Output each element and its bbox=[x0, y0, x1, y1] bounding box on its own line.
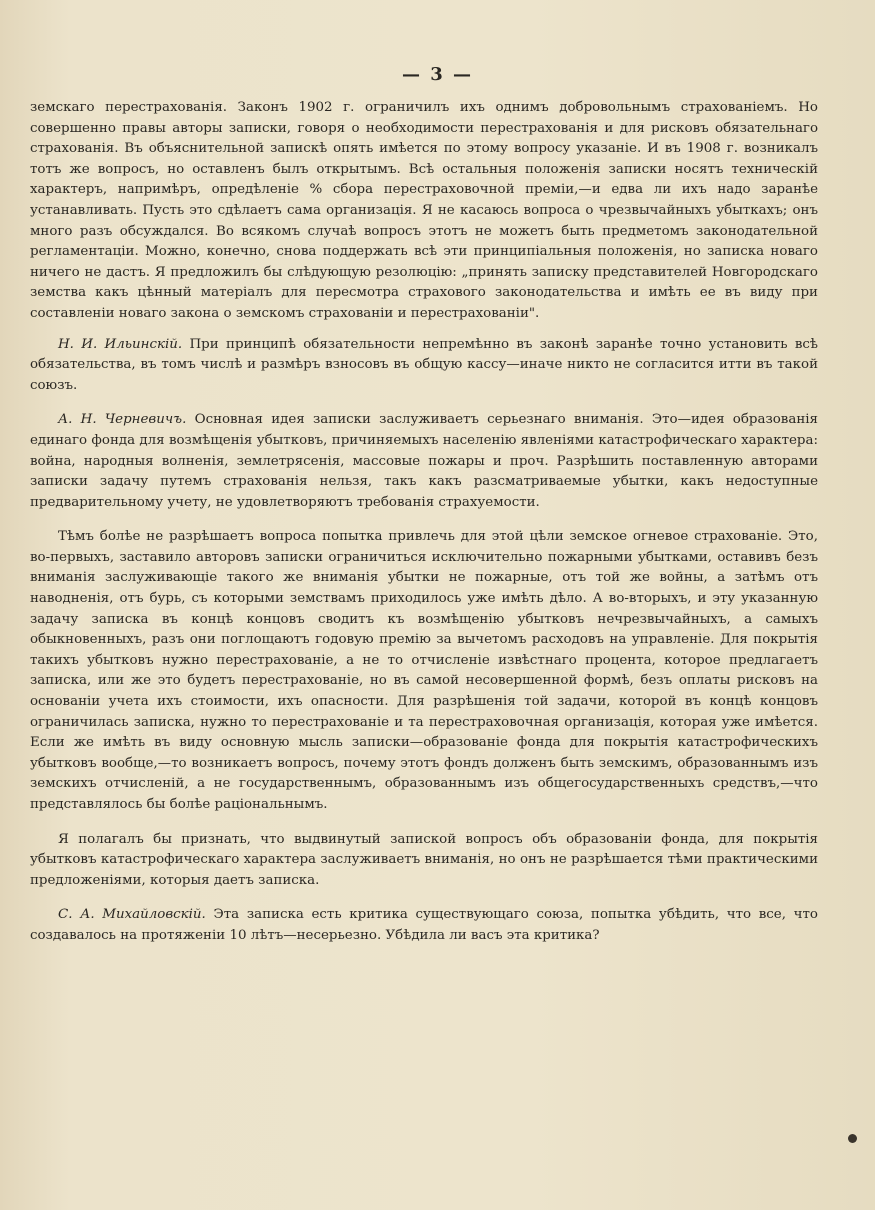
paragraph-text: При принципѣ обязательности непремѣнно въ законѣ заранѣе точно установить всѣ обязательства, въ томъ числѣ и размѣръ взносовъ въ общую кассу—иначе никто не согласится итти въ такой союзъ. bbox=[30, 336, 818, 393]
speaker-name: С. А. Михайловскій. bbox=[58, 907, 206, 923]
document-body bbox=[30, 98, 818, 947]
paragraph-4 bbox=[30, 830, 818, 892]
paragraph-text: земскаго перестрахованія. Законъ 1902 г. ограничилъ ихъ однимъ добровольнымъ страхованіемъ. Но совершенно правы авторы записки, говоря о необходимости перестрахованія и для рисковъ обязательнаго страхованія. Въ объяснительной запискѣ опять имѣется по этому вопросу указаніе. И въ 1908 г. возникалъ тотъ же вопросъ, но оставленъ былъ открытымъ. Всѣ остальныя положенія записки носятъ техническій характеръ, напримѣръ, опредѣленіе % сбора перестраховочной преміи,—и едва ли ихъ надо заранѣе устанавливать. Пусть это сдѣлаетъ сама организація. Я не касаюсь вопроса о чрезвычайныхъ убыткахъ; онъ много разъ обсуждался. Во всякомъ случаѣ вопросъ этотъ не можетъ быть предметомъ законодательной регламентаціи. Можно, конечно, снова поддержать всѣ эти принципіальныя положенія, но записка новаго ничего не дастъ. Я предложилъ бы слѣдующую резолюцію: „принять записку представителей Новгородскаго земства какъ цѣнный матеріалъ для пересмотра страхового законодательства и имѣть ее въ виду при составленіи новаго закона о земскомъ страхованіи и перестрахованіи". bbox=[30, 100, 818, 321]
paragraph-0 bbox=[30, 98, 818, 325]
page-number: — 3 — bbox=[401, 64, 474, 85]
speaker-name: Н. И. Ильинскій. bbox=[58, 336, 183, 352]
paragraph-text: Основная идея записки заслуживаетъ серьезнаго вниманія. Это—идея образованія единаго фонда для возмѣщенія убытковъ, причиняемыхъ населенію явленіями катастрофическаго характера: война, народныя волненія, землетрясенія, массовые пожары и проч. Разрѣшить поставленную авторами записки задачу путемъ страхованія нельзя, такъ какъ разсматриваемые убытки, какъ недоступные предварительному учету, не удовлетворяютъ требованія страхуемости. bbox=[30, 412, 818, 510]
paragraph-text: Тѣмъ болѣе не разрѣшаетъ вопроса попытка привлечь для этой цѣли земское огневое страхованіе. Это, во-первыхъ, заставило авторовъ записки ограничиться исключительно пожарными убытками, оставивъ безъ вниманія заслуживающіе такого же вниманія убытки не пожарные, отъ той же войны, а затѣмъ отъ наводненія, отъ бурь, съ которыми земствамъ приходилось уже имѣть дѣло. А во-вторыхъ, и эту указанную задачу записка въ концѣ концовъ сводитъ къ возмѣщенію убытковъ нечрезвычайныхъ, а самыхъ обыкновенныхъ, разъ они поглощаютъ годовую премію за вычетомъ расходовъ на управленіе. Для покрытія такихъ убытковъ нужно перестрахованіе, а не то отчисленіе извѣстнаго процента, которое предлагаетъ записка, или же это будетъ перестрахованіе, но въ самой несовершенной формѣ, безъ оплаты рисковъ на основаніи учета ихъ стоимости, ихъ опасности. Для разрѣшенія той задачи, которой въ концѣ концовъ ограничилась записка, нужно то перестрахованіе и та перестраховочная организація, которая уже имѣется. Если же имѣть въ виду основную мысль записки—образованіе фонда для покрытія катастрофическихъ убытковъ вообще,—то возникаетъ вопросъ, почему этотъ фондъ долженъ быть земскимъ, образованнымъ изъ земскихъ отчисленій, а не государственнымъ, образованнымъ изъ общегосударственныхъ средствъ,—что представлялось бы болѣе раціональнымъ. bbox=[30, 529, 818, 812]
paragraph-1 bbox=[30, 335, 818, 397]
paragraph-5 bbox=[30, 905, 818, 946]
speaker-name: А. Н. Черневичъ. bbox=[58, 412, 187, 428]
paragraph-3 bbox=[30, 527, 818, 815]
ink-blot-mark bbox=[848, 1134, 857, 1143]
paragraph-text: Я полагалъ бы признать, что выдвинутый запиской вопросъ объ образованіи фонда, для покрытія убытковъ катастрофическаго характера заслуживаетъ вниманія, но онъ не разрѣшается тѣми практическими предложеніями, которыя даетъ записка. bbox=[30, 831, 818, 888]
paragraph-2 bbox=[30, 410, 818, 513]
paragraph-text: Эта записка есть критика существующаго союза, попытка убѣдить, что все, что создавалось на протяженіи 10 лѣтъ—несерьезно. Убѣдила ли васъ эта критика? bbox=[30, 907, 818, 943]
